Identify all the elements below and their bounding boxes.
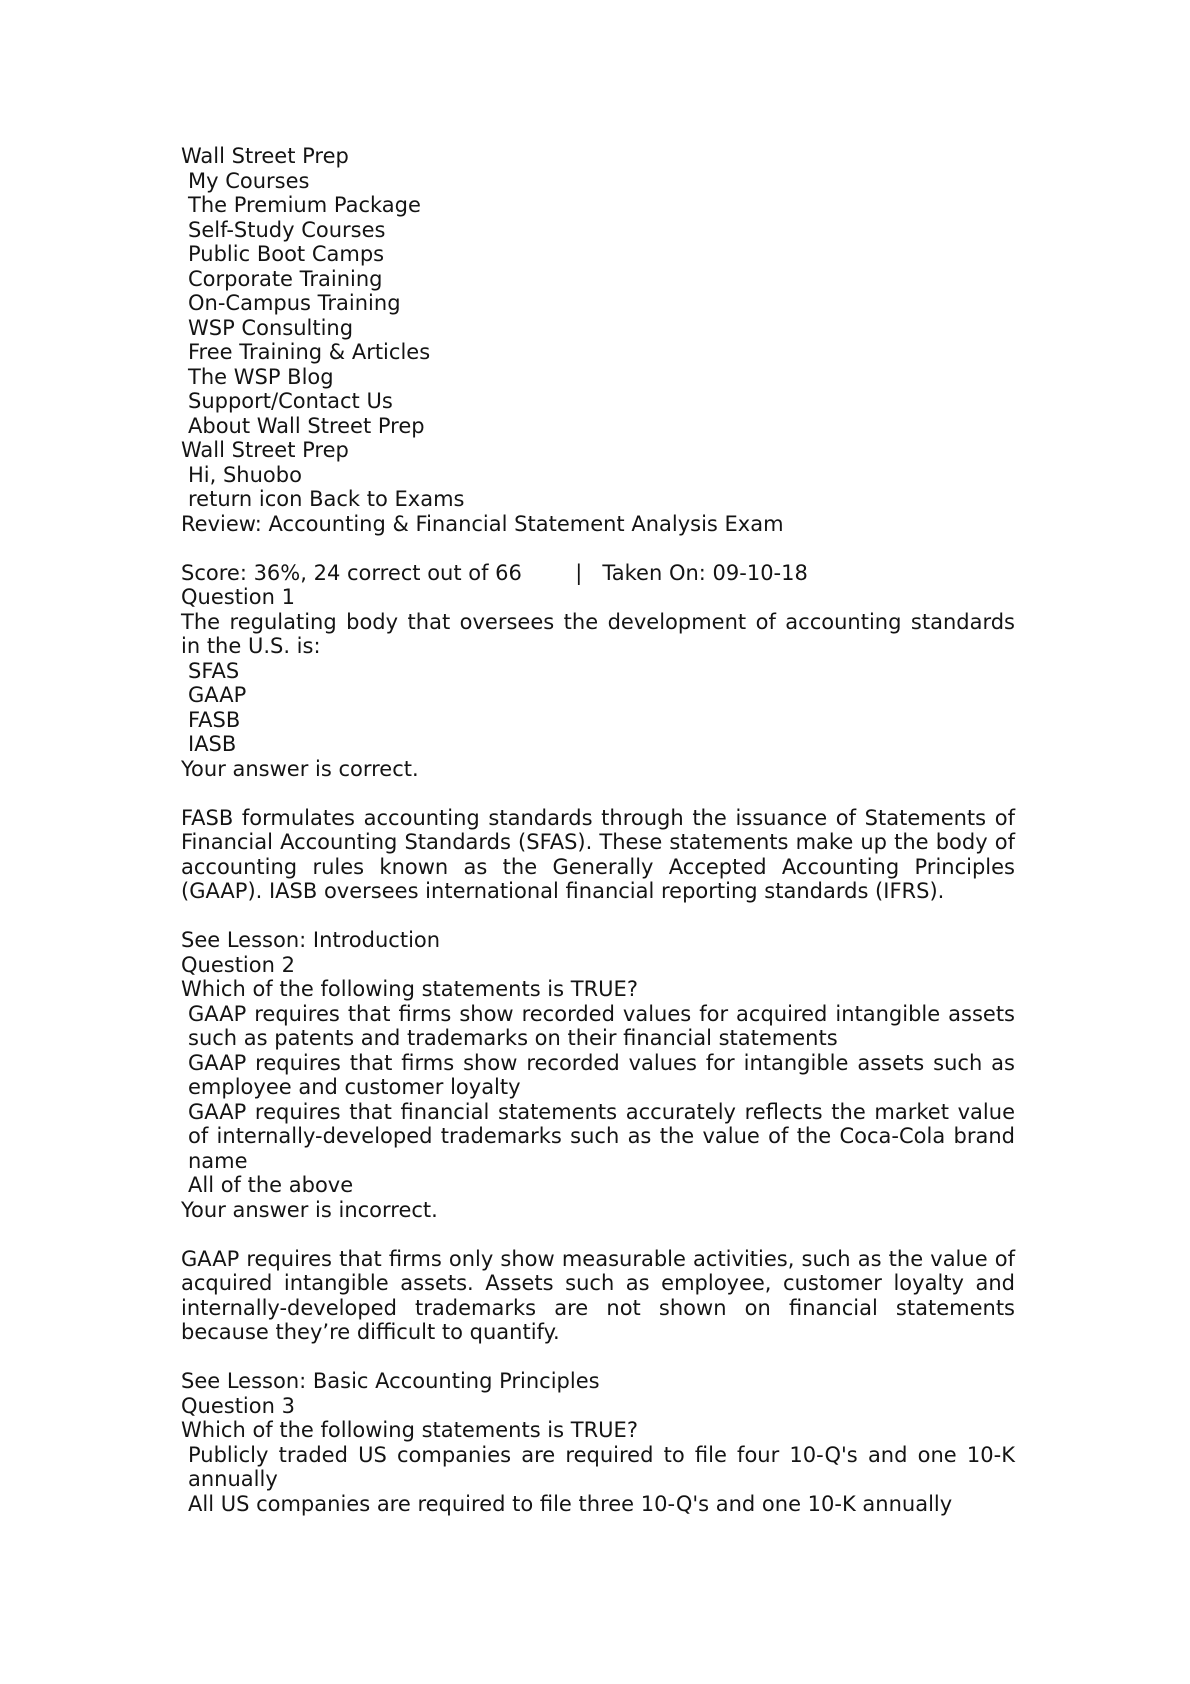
nav-item-premium-package[interactable]: The Premium Package — [188, 193, 421, 217]
answer-option[interactable]: IASB — [188, 732, 237, 756]
question-prompt: Which of the following statements is TRUE? — [181, 1418, 638, 1442]
question-label: Question 3 — [181, 1393, 295, 1418]
nav-item-free-training[interactable]: Free Training & Articles — [188, 340, 431, 364]
answer-option[interactable]: All of the above — [188, 1173, 354, 1197]
answer-explanation: FASB formulates accounting standards through the issuance of Statements of Financial Accounting Standards (SFAS). These statements make up the body of accounting rules known as the Generally Accepted Accounting Principles (GAAP). IASB oversees international financial reporting standards (IFRS). — [181, 805, 1015, 903]
answer-option[interactable]: Publicly traded US companies are required to file four 10-Q's and one 10-K annually — [188, 1442, 1015, 1491]
answer-option[interactable]: GAAP requires that financial statements accurately reflects the market value of internally-developed trademarks such as the value of the Coca-Cola brand name — [188, 1099, 1015, 1173]
spacer — [181, 536, 1015, 561]
question-block — [181, 585, 1015, 953]
nav-item-corporate-training[interactable]: Corporate Training — [188, 266, 383, 291]
answer-option[interactable]: FASB — [188, 707, 241, 732]
exam-title: Review: Accounting & Financial Statement Analysis Exam — [181, 511, 784, 536]
site-brand[interactable]: Wall Street Prep — [181, 144, 349, 168]
back-to-exams-link[interactable]: return icon Back to Exams — [188, 487, 465, 511]
answer-result: Your answer is correct. — [181, 756, 419, 781]
nav-item-about[interactable]: About Wall Street Prep — [188, 413, 425, 438]
nav-item-on-campus-training[interactable]: On-Campus Training — [188, 291, 401, 315]
question-block — [181, 1394, 1015, 1517]
document-body — [181, 144, 1015, 1516]
spacer — [181, 1345, 1015, 1370]
user-greeting[interactable]: Hi, Shuobo — [188, 462, 302, 487]
nav-item-wsp-consulting[interactable]: WSP Consulting — [188, 315, 354, 340]
answer-option[interactable]: SFAS — [188, 658, 240, 683]
question-label: Question 2 — [181, 952, 295, 977]
question-label: Question 1 — [181, 585, 295, 609]
see-lesson-link[interactable]: See Lesson: Introduction — [181, 928, 441, 952]
nav-item-public-boot-camps[interactable]: Public Boot Camps — [188, 242, 385, 266]
see-lesson-link[interactable]: See Lesson: Basic Accounting Principles — [181, 1369, 600, 1393]
answer-option[interactable]: GAAP requires that firms show recorded values for acquired intangible assets such as patents and trademarks on their financial statements — [188, 1001, 1015, 1050]
score-line: Score: 36%, 24 correct out of 66 | Taken On: 09-10-18 — [181, 560, 808, 585]
site-brand-secondary[interactable]: Wall Street Prep — [181, 438, 349, 462]
question-prompt: The regulating body that oversees the development of accounting standards in the U.S. is: — [181, 609, 1015, 658]
answer-option[interactable]: GAAP requires that firms show recorded values for intangible assets such as employee and customer loyalty — [188, 1050, 1015, 1099]
spacer — [181, 781, 1015, 806]
answer-explanation: GAAP requires that firms only show measurable activities, such as the value of acquired intangible assets. Assets such as employee, customer loyalty and internally-developed trademarks are not shown on financial statements because they’re difficult to quantify. — [181, 1246, 1015, 1344]
nav-item-support-contact[interactable]: Support/Contact Us — [188, 389, 393, 413]
spacer — [181, 904, 1015, 929]
main-nav — [181, 169, 1015, 439]
spacer — [181, 1222, 1015, 1247]
answer-option[interactable]: All US companies are required to file three 10-Q's and one 10-K annually — [188, 1491, 953, 1516]
nav-item-self-study-courses[interactable]: Self-Study Courses — [188, 217, 386, 242]
answer-result: Your answer is incorrect. — [181, 1197, 438, 1222]
question-prompt: Which of the following statements is TRUE? — [181, 977, 638, 1001]
answer-option[interactable]: GAAP — [188, 683, 247, 707]
nav-item-wsp-blog[interactable]: The WSP Blog — [188, 364, 334, 389]
question-block — [181, 953, 1015, 1394]
nav-item-my-courses[interactable]: My Courses — [188, 168, 310, 193]
